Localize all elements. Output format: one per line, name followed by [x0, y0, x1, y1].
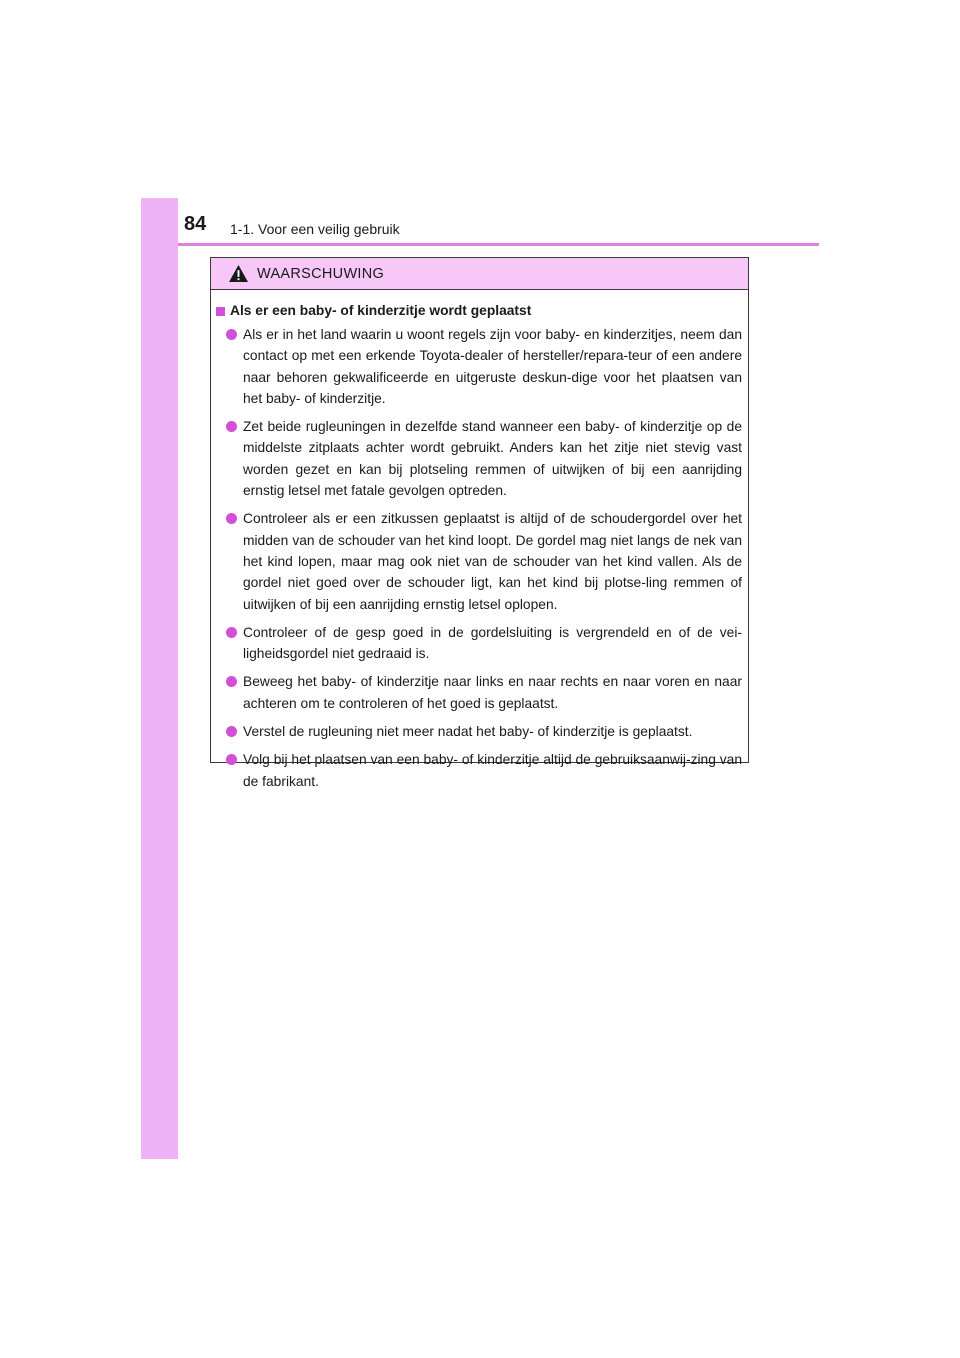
circle-bullet-icon	[226, 329, 237, 340]
list-item	[216, 749, 742, 792]
circle-bullet-icon	[226, 676, 237, 687]
chapter-tab-sidebar	[141, 198, 178, 1159]
circle-bullet-icon	[226, 627, 237, 638]
list-item-text: Volg bij het plaatsen van een baby- of kinderzitje altijd de gebruiksaanwij-zing van de fabrikant.	[243, 752, 742, 789]
warning-subheading-text: Als er een baby- of kinderzitje wordt geplaatst	[230, 303, 532, 318]
warning-header	[211, 258, 748, 290]
list-item-text: Controleer als er een zitkussen geplaatst is altijd of de schoudergordel over het midden van de schouder van het kind loopt. De gordel mag niet langs de nek van het kind lopen, maar mag ook niet van de schouder van het kind vallen. Als de gordel niet goed over de schouder ligt, kan het kind bij plotse-ling remmen of uitwijken of bij een aanrijding ernstig letsel oplopen.	[243, 511, 742, 612]
circle-bullet-icon	[226, 513, 237, 524]
list-item	[216, 671, 742, 714]
circle-bullet-icon	[226, 726, 237, 737]
list-item-text: Als er in het land waarin u woont regels zijn voor baby- en kinderzitjes, neem dan contact op met een erkende Toyota-dealer of hersteller/repara-teur of een andere naar behoren gekwalificeerde en uitgeruste deskun-dige voor het plaatsen van het baby- of kinderzitje.	[243, 327, 742, 406]
circle-bullet-icon	[226, 421, 237, 432]
list-item-text: Verstel de rugleuning niet meer nadat het baby- of kinderzitje is geplaatst.	[243, 724, 693, 740]
list-item-text: Controleer of de gesp goed in de gordelsluiting is vergrendeld en of de vei-ligheidsgordel niet gedraaid is.	[243, 624, 742, 662]
warning-triangle-icon	[228, 264, 249, 283]
warning-title: WAARSCHUWING	[257, 265, 385, 282]
warning-content	[211, 290, 748, 792]
warning-box	[210, 257, 749, 789]
page-number: 84	[184, 213, 207, 235]
list-item	[216, 508, 742, 614]
circle-bullet-icon	[226, 754, 237, 765]
list-item	[216, 622, 742, 665]
warning-subheading	[216, 301, 742, 321]
list-item	[216, 324, 742, 409]
section-title: 1-1. Voor een veilig gebruik	[230, 221, 400, 237]
list-item	[216, 721, 742, 742]
list-item	[216, 416, 742, 501]
list-item-text: Zet beide rugleuningen in dezelfde stand wanneer een baby- of kinderzitje op de middelste zitplaats achter wordt gebruikt. Anders kan het zitje niet stevig vast worden gezet en kan bij plotseling remmen of uitwijken of bij een aanrijding ernstig letsel met fatale gevolgen optreden.	[243, 419, 742, 499]
header-rule	[178, 243, 819, 246]
list-item-text: Beweeg het baby- of kinderzitje naar links en naar rechts en naar voren en naar achteren om te controleren of het goed is geplaatst.	[243, 674, 742, 711]
square-bullet-icon	[216, 307, 225, 316]
